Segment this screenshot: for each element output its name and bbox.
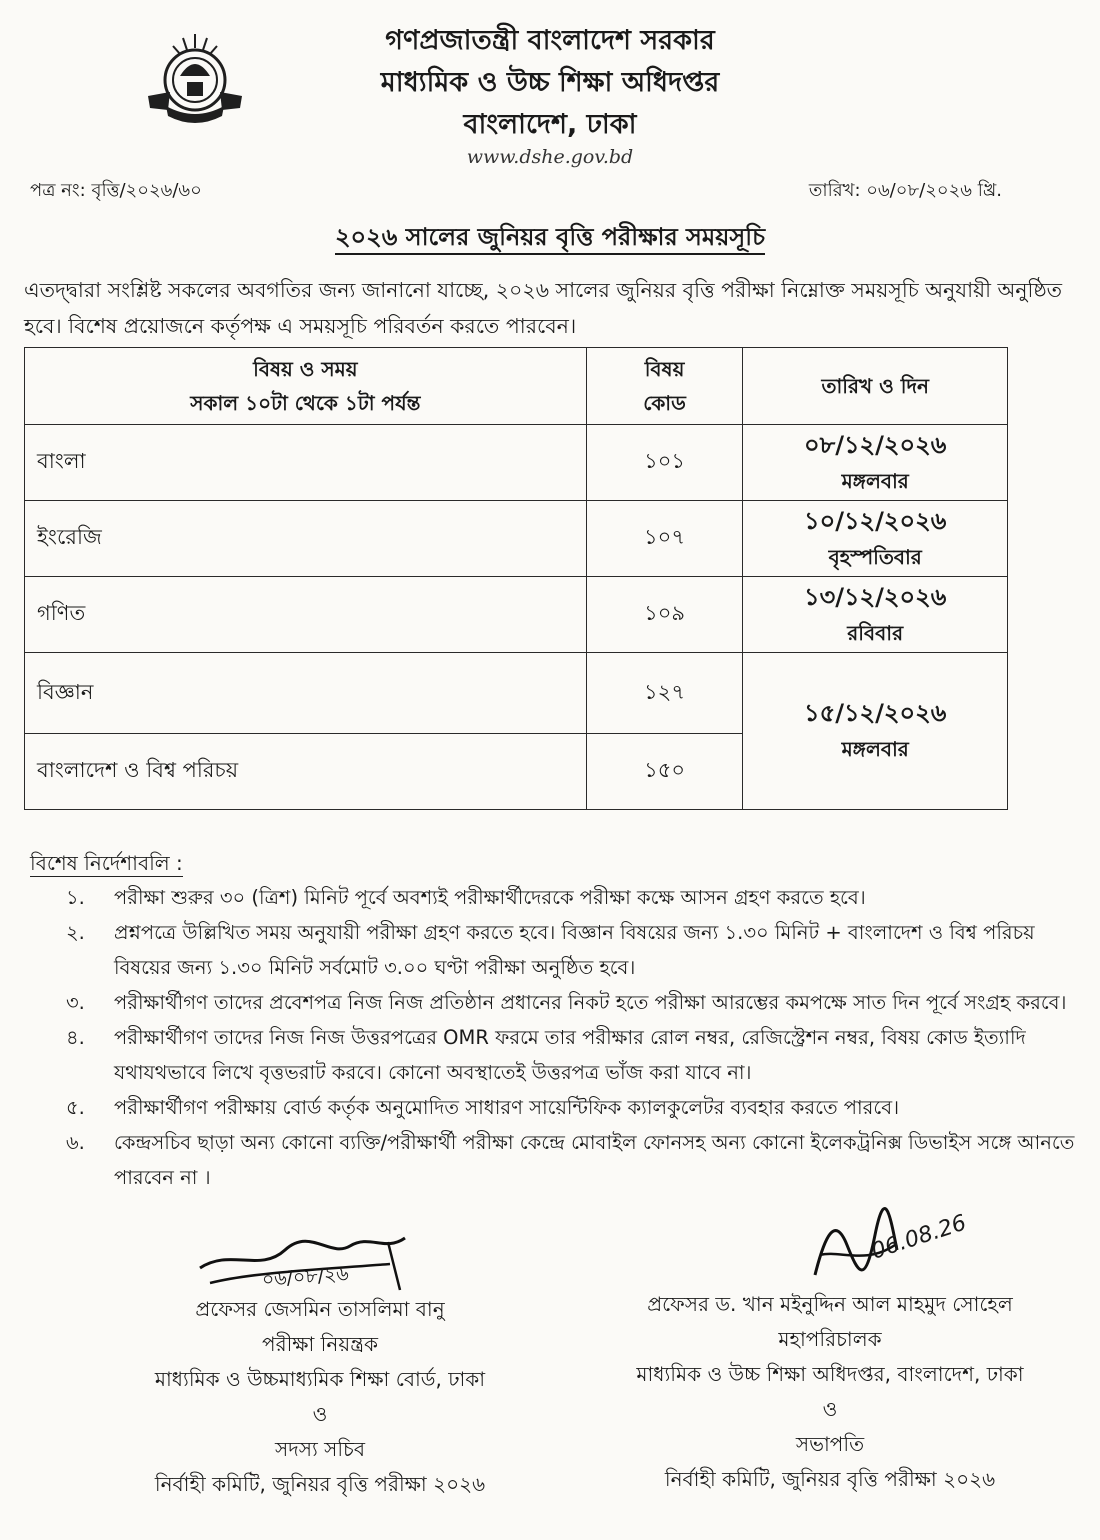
exam-schedule-table <box>24 347 1008 810</box>
table-row <box>25 653 1008 734</box>
header-date: তারিখ ও দিন <box>743 348 1008 425</box>
code-cell: ১২৭ <box>586 653 743 734</box>
table-row <box>25 501 1008 577</box>
subject-cell: বাংলাদেশ ও বিশ্ব পরিচয় <box>25 734 587 810</box>
header-code-line1: বিষয় <box>644 357 685 381</box>
subject-cell: গণিত <box>25 577 587 653</box>
left-signature-date: ০৬/০৮/২৬ <box>261 1263 350 1292</box>
signatory-role: সভাপতি <box>795 1432 865 1456</box>
list-item <box>66 985 1076 1020</box>
signatory-conjunction: ও <box>312 1402 328 1426</box>
signatory-committee: নির্বাহী কমিটি, জুনিয়র বৃত্তি পরীক্ষা ২০২৬ <box>154 1472 486 1496</box>
subject-cell: বাংলা <box>25 425 587 501</box>
list-item <box>66 1090 1076 1125</box>
table-row <box>25 425 1008 501</box>
ministry-title: গণপ্রজাতন্ত্রী বাংলাদেশ সরকার <box>385 25 715 56</box>
item-text: পরীক্ষার্থীগণ পরীক্ষায় বোর্ড কর্তৃক অনুমোদিত সাধারণ সায়েন্টিফিক ক্যালকুলেটর ব্যবহার করতে পারবে। <box>114 1096 900 1119</box>
reference-number: পত্র নং: বৃত্তি/২০২৬/৬০ <box>30 180 202 201</box>
code-cell: ১০১ <box>586 425 743 501</box>
item-number: ৬. <box>66 1131 85 1154</box>
exam-date: ১৫/১২/২০২৬ <box>804 699 947 727</box>
subject-cell: বিজ্ঞান <box>25 653 587 734</box>
header-code <box>586 348 743 425</box>
exam-day: বৃহস্পতিবার <box>828 544 922 569</box>
list-item <box>66 1020 1076 1090</box>
item-number: ৪. <box>66 1026 85 1049</box>
exam-date: ১০/১২/২০২৬ <box>804 506 947 535</box>
exam-day: মঙ্গলবার <box>841 468 909 493</box>
instructions-heading: বিশেষ নির্দেশাবলি : <box>30 851 183 875</box>
instructions-list <box>66 880 1076 1195</box>
item-number: ১. <box>66 886 85 909</box>
header-code-line2: কোড <box>643 391 686 415</box>
item-text: পরীক্ষা শুরুর ৩০ (ত্রিশ) মিনিট পূর্বে অবশ্যই পরীক্ষার্থীদেরকে পরীক্ষা কক্ষে আসন গ্রহণ করতে হবে। <box>114 886 866 909</box>
code-cell: ১০৭ <box>586 501 743 577</box>
code-cell: ১৫০ <box>586 734 743 810</box>
exam-date: ১৩/১২/২০২৬ <box>804 582 947 611</box>
signatory-name: প্রফেসর জেসমিন তাসলিমা বানু <box>195 1297 445 1321</box>
document-title <box>0 219 1100 259</box>
exam-day: রবিবার <box>847 620 904 645</box>
signatory-conjunction: ও <box>822 1397 838 1421</box>
date-cell <box>743 653 1008 810</box>
signatory-designation: মহাপরিচালক <box>778 1327 882 1351</box>
item-text: কেন্দ্রসচিব ছাড়া অন্য কোনো ব্যক্তি/পরীক্ষার্থী পরীক্ষা কেন্দ্রে মোবাইল ফোনসহ অন্য কোনো ইলেকট্রনিক্স ডিভাইস সঙ্গে আনতে পারবেন না । <box>114 1131 1075 1189</box>
right-signature-date: 06.08.26 <box>868 1210 970 1265</box>
website-url: www.dshe.gov.bd <box>466 146 634 168</box>
document-title-text: ২০২৬ সালের জুনিয়র বৃত্তি পরীক্ষার সময়সূচি <box>335 223 765 255</box>
issue-date: তারিখ: ০৬/০৮/২০২৬ খ্রি. <box>808 180 1002 201</box>
left-signatory-block <box>100 1292 540 1502</box>
signatory-committee: নির্বাহী কমিটি, জুনিয়র বৃত্তি পরীক্ষা ২০২৬ <box>664 1467 996 1491</box>
table-header-row <box>25 348 1008 425</box>
item-number: ২. <box>66 921 85 944</box>
location-title: বাংলাদেশ, ঢাকা <box>463 109 637 140</box>
item-text: পরীক্ষার্থীগণ তাদের প্রবেশপত্র নিজ নিজ প্রতিষ্ঠান প্রধানের নিকট হতে পরীক্ষা আরম্ভের কমপক্ষে সাত দিন পূর্বে সংগ্রহ করবে। <box>114 991 1067 1014</box>
header-subject <box>25 348 587 425</box>
subject-cell: ইংরেজি <box>25 501 587 577</box>
list-item <box>66 1125 1076 1195</box>
signatory-name: প্রফেসর ড. খান মইনুদ্দিন আল মাহমুদ সোহেল <box>647 1292 1013 1316</box>
item-text: প্রশ্নপত্রে উল্লিখিত সময় অনুযায়ী পরীক্ষা গ্রহণ করতে হবে। বিজ্ঞান বিষয়ের জন্য ১.৩০ মিনিট + বাংলাদেশ ও বিশ্ব পরিচয় বিষয়ের জন্য ১.৩০ মিনিট সর্বমোট ৩.০০ ঘণ্টা পরীক্ষা অনুষ্ঠিত হবে। <box>114 921 1035 979</box>
header-subject-line1: বিষয় ও সময় <box>253 357 358 381</box>
exam-day: মঙ্গলবার <box>841 737 909 761</box>
signatory-office: মাধ্যমিক ও উচ্চ শিক্ষা অধিদপ্তর, বাংলাদেশ, ঢাকা <box>636 1362 1024 1386</box>
code-cell: ১০৯ <box>586 577 743 653</box>
right-signatory-block <box>560 1287 1100 1497</box>
header-subject-line2: সকাল ১০টা থেকে ১টা পর্যন্ত <box>190 391 421 415</box>
directorate-title: মাধ্যমিক ও উচ্চ শিক্ষা অধিদপ্তর <box>380 67 720 98</box>
date-cell <box>743 425 1008 501</box>
list-item <box>66 880 1076 915</box>
item-number: ৩. <box>66 991 85 1014</box>
date-cell <box>743 501 1008 577</box>
signatory-office: মাধ্যমিক ও উচ্চমাধ্যমিক শিক্ষা বোর্ড, ঢাকা <box>154 1367 486 1391</box>
date-cell <box>743 577 1008 653</box>
item-text: পরীক্ষার্থীগণ তাদের নিজ নিজ উত্তরপত্রের OMR ফরমে তার পরীক্ষার রোল নম্বর, রেজিস্ট্রেশন নম্বর, বিষয় কোড ইত্যাদি যথাযথভাবে লিখে বৃত্তভরাট করবে। কোনো অবস্থাতেই উত্তরপত্র ভাঁজ করা যাবে না। <box>114 1026 1026 1084</box>
table-row <box>25 577 1008 653</box>
intro-paragraph: এতদ্দ্বারা সংশ্লিষ্ট সকলের অবগতির জন্য জানানো যাচ্ছে, ২০২৬ সালের জুনিয়র বৃত্তি পরীক্ষা নিম্নোক্ত সময়সূচি অনুযায়ী অনুষ্ঠিত হবে। বিশেষ প্রয়োজনে কর্তৃপক্ষ এ সময়সূচি পরিবর্তন করতে পারবেন। <box>24 278 1063 338</box>
signatory-designation: পরীক্ষা নিয়ন্ত্রক <box>262 1332 378 1356</box>
exam-date: ০৮/১২/২০২৬ <box>804 430 947 459</box>
signatory-role: সদস্য সচিব <box>275 1437 365 1461</box>
item-number: ৫. <box>66 1096 85 1119</box>
government-seal-icon <box>140 22 250 132</box>
list-item <box>66 915 1076 985</box>
